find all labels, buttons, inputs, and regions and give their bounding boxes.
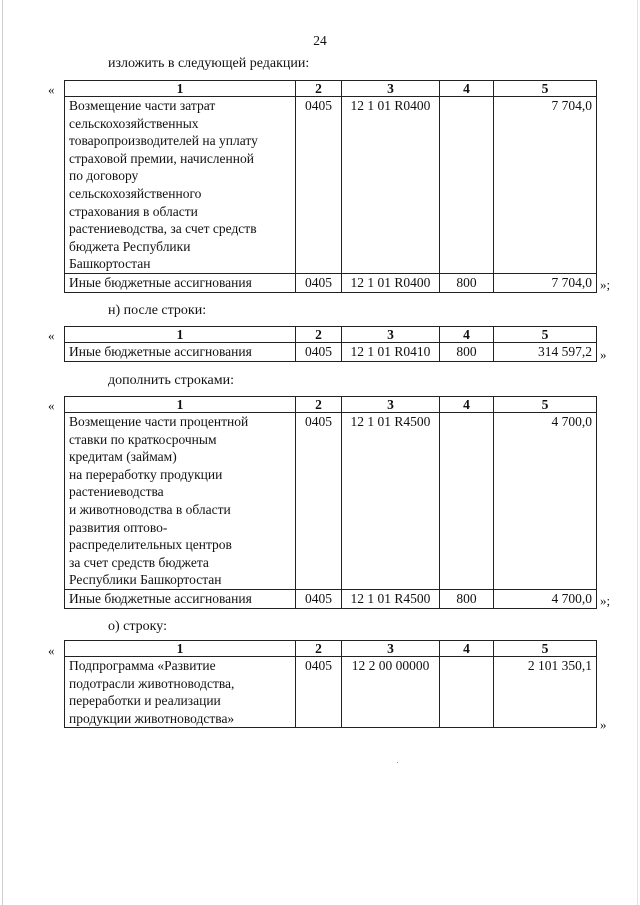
table-row: [65, 273, 597, 292]
budget-table: [64, 80, 597, 293]
row-target-code: 12 1 01 R0400: [342, 97, 440, 274]
row-section-code: 0405: [296, 657, 342, 728]
header-cell: 5: [494, 327, 597, 343]
header-cell: 4: [440, 327, 494, 343]
row-description: Иные бюджетные ассигнования: [65, 273, 296, 292]
header-cell: 1: [65, 641, 296, 657]
header-cell: 3: [342, 641, 440, 657]
page-number: 24: [313, 33, 327, 48]
close-quote: »: [600, 717, 607, 732]
row-section-code: 0405: [296, 273, 342, 292]
header-cell: 3: [342, 81, 440, 97]
row-section-code: 0405: [296, 589, 342, 608]
row-expense-type: 800: [440, 273, 494, 292]
row-description: Возмещение части затрат сельскохозяйственных товаропроизводителей на уплату страховой премии, начисленной по договору сельскохозяйственного страхования в области растениеводства, за счет средств бюджета Республики Башкортостан: [65, 97, 296, 274]
row-amount: 314 597,2: [494, 343, 597, 362]
row-amount: 4 700,0: [494, 413, 597, 590]
header-cell: 1: [65, 327, 296, 343]
open-quote: «: [48, 643, 55, 658]
row-expense-type: 800: [440, 589, 494, 608]
header-cell: 2: [296, 327, 342, 343]
close-quote: »;: [600, 593, 611, 608]
open-quote: «: [48, 82, 55, 97]
header-cell: 2: [296, 81, 342, 97]
row-amount: 2 101 350,1: [494, 657, 597, 728]
table-row: [65, 589, 597, 608]
close-quote: »;: [600, 277, 611, 292]
row-target-code: 12 1 01 R0410: [342, 343, 440, 362]
row-target-code: 12 1 01 R0400: [342, 273, 440, 292]
row-target-code: 12 2 00 00000: [342, 657, 440, 728]
header-cell: 5: [494, 641, 597, 657]
section-intro: н) после строки:: [108, 303, 207, 318]
table-row: [65, 97, 597, 274]
table-row: [65, 343, 597, 362]
table-row: [65, 657, 597, 728]
open-quote: «: [48, 398, 55, 413]
header-cell: 4: [440, 641, 494, 657]
row-target-code: 12 1 01 R4500: [342, 413, 440, 590]
row-description: Возмещение части процентной ставки по краткосрочным кредитам (займам) на переработку продукции растениеводства и животноводства в области развития оптово- распределительных центров за счет средств бюджета Республики Башкортостан: [65, 413, 296, 590]
row-section-code: 0405: [296, 343, 342, 362]
budget-table: [64, 326, 597, 362]
header-cell: 4: [440, 81, 494, 97]
section-intro: дополнить строками:: [108, 373, 234, 388]
row-expense-type: [440, 657, 494, 728]
header-cell: 5: [494, 397, 597, 413]
row-description: Подпрограмма «Развитие подотрасли животноводства, переработки и реализации продукции животноводства»: [65, 657, 296, 728]
budget-table: [64, 640, 597, 728]
row-description: Иные бюджетные ассигнования: [65, 589, 296, 608]
row-expense-type: 800: [440, 343, 494, 362]
section-intro: о) строку:: [108, 619, 167, 634]
row-expense-type: [440, 413, 494, 590]
row-amount: 7 704,0: [494, 97, 597, 274]
row-amount: 4 700,0: [494, 589, 597, 608]
scan-speck: [397, 762, 398, 763]
table-header-row: [65, 641, 597, 657]
row-description: Иные бюджетные ассигнования: [65, 343, 296, 362]
row-section-code: 0405: [296, 413, 342, 590]
header-cell: 2: [296, 641, 342, 657]
scan-edge-right: [637, 0, 638, 905]
open-quote: «: [48, 328, 55, 343]
row-amount: 7 704,0: [494, 273, 597, 292]
close-quote: »: [600, 347, 607, 362]
table-row: [65, 413, 597, 590]
header-cell: 5: [494, 81, 597, 97]
header-cell: 3: [342, 397, 440, 413]
header-cell: 1: [65, 81, 296, 97]
table-header-row: [65, 327, 597, 343]
scan-edge-left: [2, 0, 3, 905]
row-section-code: 0405: [296, 97, 342, 274]
table-header-row: [65, 397, 597, 413]
header-cell: 1: [65, 397, 296, 413]
table-header-row: [65, 81, 597, 97]
section-intro: изложить в следующей редакции:: [108, 56, 310, 71]
row-target-code: 12 1 01 R4500: [342, 589, 440, 608]
budget-table: [64, 396, 597, 609]
header-cell: 2: [296, 397, 342, 413]
header-cell: 3: [342, 327, 440, 343]
row-expense-type: [440, 97, 494, 274]
header-cell: 4: [440, 397, 494, 413]
